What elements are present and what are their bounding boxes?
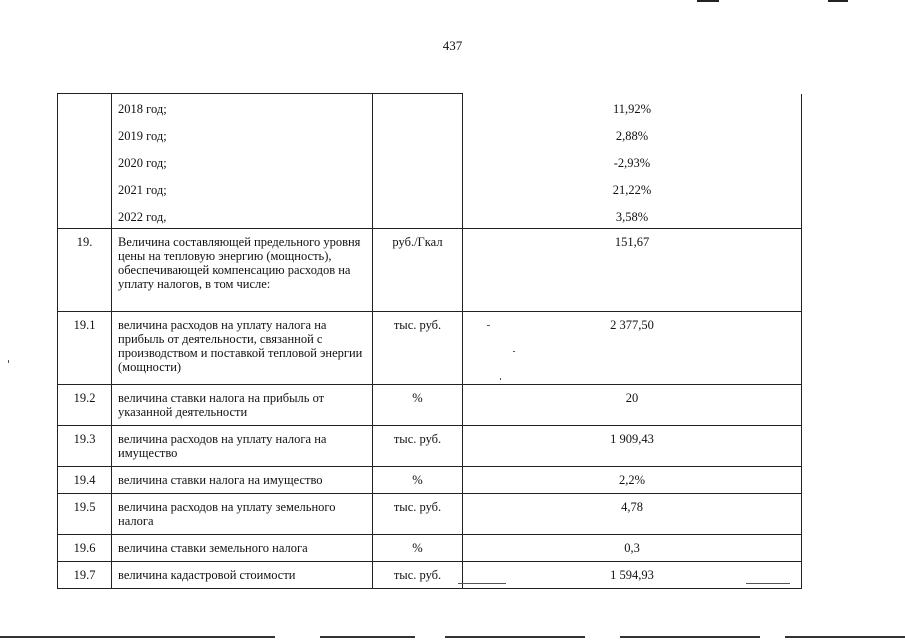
year-label: 2022 год, (112, 202, 373, 229)
scan-speck (746, 583, 790, 584)
table-row (58, 426, 802, 467)
row-value: 151,67 (463, 229, 802, 312)
year-value: 21,22% (463, 175, 802, 202)
table-row (58, 562, 802, 589)
table-row (58, 467, 802, 494)
row-value: 1 594,93 (463, 562, 802, 589)
year-label: 2020 год; (112, 148, 373, 175)
top-edge-mark (828, 0, 848, 2)
row-text: величина расходов на уплату земельного налога (112, 494, 373, 535)
row-value: 1 909,43 (463, 426, 802, 467)
row-number: 19.3 (58, 426, 112, 467)
bottom-edge-mark (445, 636, 585, 638)
bottom-edge-mark (785, 636, 905, 638)
row-value: 2,2% (463, 467, 802, 494)
year-label: 2019 год; (112, 121, 373, 148)
year-row (58, 94, 802, 121)
empty-unit-cell (373, 94, 463, 229)
year-value: -2,93% (463, 148, 802, 175)
row-unit: % (373, 535, 463, 562)
row-unit: тыс. руб. (373, 562, 463, 589)
row-unit: руб./Гкал (373, 229, 463, 312)
row-number: 19. (58, 229, 112, 312)
page-number: 437 (442, 38, 463, 53)
table-row (58, 494, 802, 535)
tariff-table (57, 93, 802, 589)
row-text: величина ставки налога на прибыль от указанной деятельности (112, 385, 373, 426)
year-label: 2018 год; (112, 94, 373, 121)
row-unit: % (373, 467, 463, 494)
row-value: 4,78 (463, 494, 802, 535)
empty-number-cell (58, 94, 112, 229)
year-value: 11,92% (463, 94, 802, 121)
scan-speck (487, 325, 490, 326)
table-row (58, 229, 802, 312)
scan-speck (513, 351, 515, 352)
row-value: 0,3 (463, 535, 802, 562)
bottom-edge-mark (620, 636, 760, 638)
row-number: 19.5 (58, 494, 112, 535)
row-number: 19.1 (58, 312, 112, 385)
bottom-edge-mark (320, 636, 415, 638)
scan-speck (500, 378, 501, 380)
table-row (58, 385, 802, 426)
year-value: 3,58% (463, 202, 802, 229)
scan-speck (458, 583, 506, 584)
row-unit: тыс. руб. (373, 312, 463, 385)
row-number: 19.7 (58, 562, 112, 589)
row-text: величина ставки налога на имущество (112, 467, 373, 494)
row-unit: тыс. руб. (373, 494, 463, 535)
row-value: 20 (463, 385, 802, 426)
row-number: 19.2 (58, 385, 112, 426)
row-number: 19.6 (58, 535, 112, 562)
top-edge-mark (697, 0, 719, 2)
row-text: величина кадастровой стоимости (112, 562, 373, 589)
row-text: величина расходов на уплату налога на имущество (112, 426, 373, 467)
scan-speck (8, 360, 9, 363)
row-unit: % (373, 385, 463, 426)
year-label: 2021 год; (112, 175, 373, 202)
bottom-edge-mark (0, 636, 275, 638)
row-text: величина ставки земельного налога (112, 535, 373, 562)
row-number: 19.4 (58, 467, 112, 494)
row-unit: тыс. руб. (373, 426, 463, 467)
table-row (58, 535, 802, 562)
table-row (58, 312, 802, 385)
year-value: 2,88% (463, 121, 802, 148)
row-value: 2 377,50 (463, 312, 802, 385)
row-text: Величина составляющей предельного уровня цены на тепловую энергию (мощность), обеспечивающей компенсацию расходов на уплату налогов, в том числе: (112, 229, 373, 312)
row-text: величина расходов на уплату налога на прибыль от деятельности, связанной с производством и поставкой тепловой энергии (мощности) (112, 312, 373, 385)
